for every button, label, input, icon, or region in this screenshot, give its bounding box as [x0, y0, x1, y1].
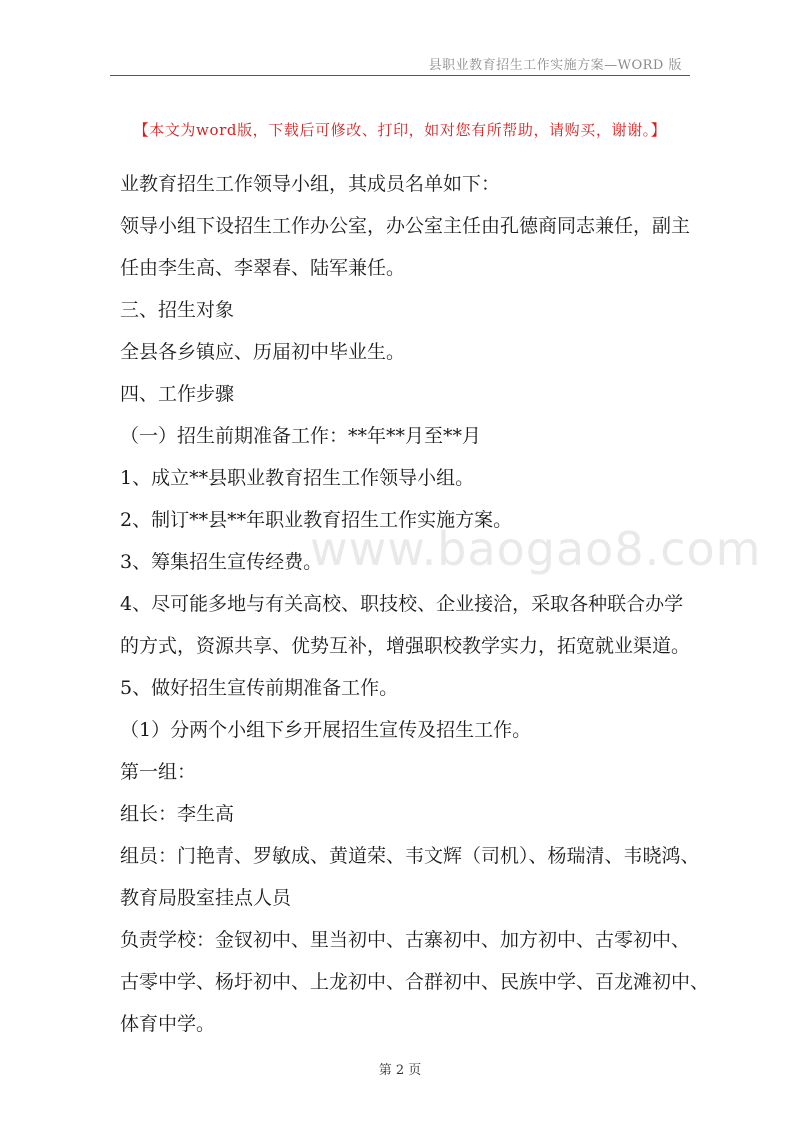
paragraph: 负责学校：金钗初中、里当初中、古寨初中、加方初中、古零初中、: [120, 929, 691, 951]
paragraph: 业教育招生工作领导小组，其成员名单如下：: [120, 173, 501, 195]
group-heading: 第一组：: [120, 761, 197, 783]
download-notice: 【本文为word版，下载后可修改、打印，如对您有所帮助，请购买，谢谢。】: [133, 121, 667, 139]
paragraph: 领导小组下设招生工作办公室，办公室主任由孔德商同志兼任，副主: [120, 215, 691, 237]
list-item: 1、成立**县职业教育招生工作领导小组。: [120, 467, 475, 489]
paragraph: 组长：李生高: [120, 803, 235, 825]
list-item: （1）分两个小组下乡开展招生宣传及招生工作。: [120, 719, 532, 741]
section-heading: 四、工作步骤: [120, 383, 235, 405]
document-body: [120, 163, 710, 1045]
paragraph: 的方式，资源共享、优势互补，增强职校教学实力，拓宽就业渠道。: [120, 635, 691, 657]
header-divider: [110, 75, 690, 76]
paragraph: 古零中学、杨圩初中、上龙初中、合群初中、民族中学、百龙滩初中、: [120, 971, 710, 993]
subsection-heading: （一）招生前期准备工作：**年**月至**月: [120, 425, 482, 447]
list-item: 2、制订**县**年职业教育招生工作实施方案。: [120, 509, 513, 531]
list-item: 5、做好招生宣传前期准备工作。: [120, 677, 399, 699]
paragraph: 体育中学。: [120, 1013, 216, 1035]
list-item: 4、尽可能多地与有关高校、职技校、企业接洽，采取各种联合办学: [120, 593, 684, 615]
document-header-title: 县职业教育招生工作实施方案—WORD 版: [428, 58, 682, 73]
paragraph: 组员：门艳青、罗敏成、黄道荣、韦文辉（司机）、杨瑞清、韦晓鸿、: [120, 845, 700, 867]
list-item: 3、筹集招生宣传经费。: [120, 551, 323, 573]
watermark: www.baogao8.com: [310, 522, 762, 576]
paragraph: 全县各乡镇应、历届初中毕业生。: [120, 341, 406, 363]
paragraph: 任由李生高、李翠春、陆军兼任。: [120, 257, 406, 279]
page-number: 第 2 页: [378, 1063, 422, 1078]
paragraph: 教育局股室挂点人员: [120, 887, 292, 909]
section-heading: 三、招生对象: [120, 299, 235, 321]
